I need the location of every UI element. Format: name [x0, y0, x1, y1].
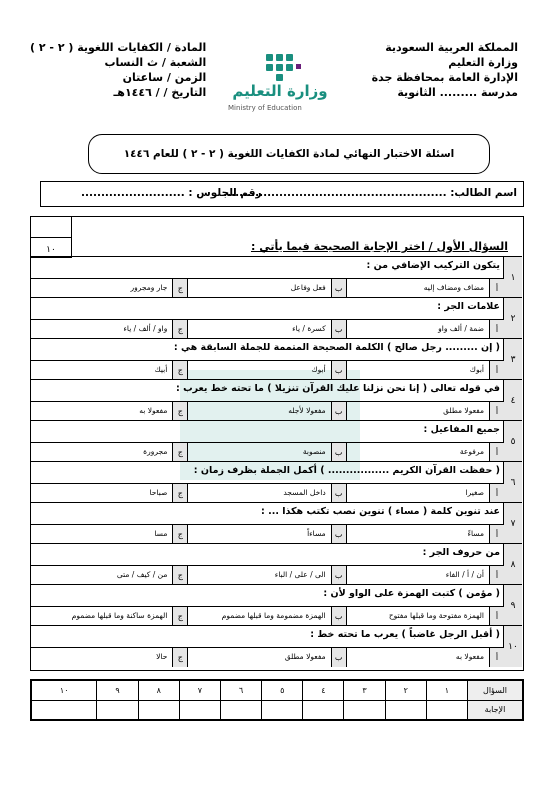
option-text: مضاف ومضاف إليه: [423, 283, 484, 292]
exam-title-text: اسئلة الاختبار النهائي لمادة الكفايات اللغوية ( ٢ - ٢ ) للعام ١٤٤٦: [123, 148, 455, 160]
option-letter: ب: [331, 484, 346, 503]
option-2[interactable]: [187, 278, 345, 298]
option-text: مفعولا لأجله: [288, 406, 326, 415]
question-number: ٢: [503, 298, 522, 339]
option-text: مرفوعة: [459, 447, 484, 456]
answer-table-number: ٧: [179, 681, 220, 701]
question-row: [30, 543, 522, 586]
option-letter: ب: [331, 607, 346, 626]
option-2[interactable]: [187, 524, 345, 544]
question-number: ٧: [503, 503, 522, 544]
question-one-title: السؤال الأول / اختر الإجابة الصحيحة فيما يأتي :: [250, 240, 508, 253]
option-letter: ج: [172, 443, 187, 462]
date-line: التاريخ / / ١٤٤٦هـ: [113, 86, 207, 99]
answer-table-number: ٩: [97, 681, 138, 701]
option-text: مسا: [154, 529, 168, 538]
student-info: [40, 181, 524, 207]
question-text: ( مؤمن ) كتبت الهمزة على الواو لأن :: [323, 588, 500, 599]
option-3[interactable]: [30, 565, 187, 585]
option-text: ضمة / ألف واو: [438, 324, 484, 333]
option-text: حالا: [156, 652, 168, 661]
answer-table-number: ٦: [220, 681, 261, 701]
option-text: فعل وفاعل: [290, 283, 326, 292]
option-letter: ب: [331, 566, 346, 585]
time-line: الزمن / ساعتان: [122, 71, 207, 84]
option-text: منصوبة: [302, 447, 326, 456]
option-text: كسرة / ياء: [292, 324, 326, 333]
option-letter: أ: [489, 525, 504, 544]
option-text: مجرورة: [143, 447, 168, 456]
question-number: ١٠: [503, 626, 522, 667]
question-options: [30, 442, 504, 462]
option-text: صباحا: [149, 488, 168, 497]
answer-table-question-row: [32, 681, 523, 701]
seat-number-field[interactable]: رقم الجلوس : ..........................: [81, 187, 262, 199]
option-text: الهمزة مضمومة وما قبلها مضموم: [221, 611, 326, 620]
answer-cell[interactable]: [179, 700, 220, 720]
answer-cell[interactable]: [426, 700, 467, 720]
option-letter: أ: [489, 279, 504, 298]
option-letter: أ: [489, 484, 504, 503]
option-text: الى / على / الباء: [274, 570, 326, 579]
answer-table-number: ١٠: [32, 681, 97, 701]
answer-table-number: ٨: [138, 681, 179, 701]
answer-table-number: ١: [426, 681, 467, 701]
option-letter: ب: [331, 402, 346, 421]
option-text: أبوك: [311, 365, 326, 374]
header-right: [372, 40, 518, 100]
question-row: [30, 338, 522, 381]
option-letter: ج: [172, 279, 187, 298]
option-text: داخل المسجد: [283, 488, 326, 497]
question-options: [30, 647, 504, 667]
option-1[interactable]: [346, 401, 504, 421]
question-text: ( حفظت القرآن الكريم ................. ) أكمل الجملة بظرف زمان :: [193, 465, 500, 476]
question-number: ٤: [503, 380, 522, 421]
question-row: [30, 584, 522, 627]
answer-table-number: ٥: [262, 681, 303, 701]
option-1[interactable]: [346, 442, 504, 462]
option-3[interactable]: [30, 278, 187, 298]
question-text: من حروف الجر :: [422, 547, 500, 558]
option-1[interactable]: [346, 524, 504, 544]
directorate-line: الإدارة العامة بمحافظة جدة: [371, 71, 518, 84]
question-text: يتكون التركيب الإضافي من :: [366, 260, 500, 271]
option-3[interactable]: [30, 483, 187, 503]
option-letter: ب: [331, 361, 346, 380]
answer-table: [30, 679, 524, 721]
question-number: ٣: [503, 339, 522, 380]
option-text: من / كيف / متى: [116, 570, 168, 579]
question-text: عند تنوين كلمة ( مساء ) تنوين نصب تكتب هكذا ... :: [261, 506, 500, 517]
question-row: [30, 625, 522, 668]
question-text: علامات الجر :: [437, 301, 500, 312]
option-letter: ج: [172, 402, 187, 421]
question-options: [30, 319, 504, 339]
question-number: ٥: [503, 421, 522, 462]
question-options: [30, 360, 504, 380]
option-text: أبوك: [469, 365, 484, 374]
option-letter: أ: [489, 402, 504, 421]
option-2[interactable]: [187, 606, 345, 626]
option-1[interactable]: [346, 565, 504, 585]
option-text: صغيرا: [465, 488, 484, 497]
option-text: مساءاً: [307, 529, 326, 538]
question-options: [30, 401, 504, 421]
option-1[interactable]: [346, 606, 504, 626]
option-text: واو / ألف / ياء: [123, 324, 168, 333]
option-2[interactable]: [187, 565, 345, 585]
question-options: [30, 278, 504, 298]
question-row: [30, 420, 522, 463]
question-text: ( إن ......... رجل صالح ) الكلمة الصحيحة المتممة للجملة السابقة هي :: [173, 342, 500, 353]
question-number: ٦: [503, 462, 522, 503]
answer-table-number: ٤: [303, 681, 344, 701]
question-number: ٨: [503, 544, 522, 585]
option-text: أبيك: [154, 365, 168, 374]
exam-title: [88, 134, 490, 174]
option-letter: ج: [172, 607, 187, 626]
answer-cell[interactable]: [97, 700, 138, 720]
answer-table-number: ٣: [344, 681, 385, 701]
school-line: مدرسة ......... الثانوية: [397, 86, 518, 99]
question-text: ( أقبل الرجل غاضباً ) يعرب ما تحته خط :: [310, 629, 500, 640]
option-1[interactable]: [346, 319, 504, 339]
option-text: جار ومجرور: [130, 283, 168, 292]
question-row: [30, 297, 522, 340]
score-box: [30, 216, 72, 258]
option-letter: ج: [172, 525, 187, 544]
option-letter: أ: [489, 648, 504, 667]
option-letter: ج: [172, 484, 187, 503]
question-number: ٩: [503, 585, 522, 626]
option-text: مفعولا به: [139, 406, 168, 415]
answer-cell[interactable]: [344, 700, 385, 720]
option-2[interactable]: [187, 360, 345, 380]
option-2[interactable]: [187, 647, 345, 667]
answer-cell[interactable]: [303, 700, 344, 720]
option-1[interactable]: [346, 483, 504, 503]
option-letter: ج: [172, 320, 187, 339]
option-letter: ب: [331, 443, 346, 462]
option-2[interactable]: [187, 401, 345, 421]
option-text: الهمزة ساكنة وما قبلها مضموم: [71, 611, 168, 620]
option-letter: أ: [489, 361, 504, 380]
option-letter: ج: [172, 648, 187, 667]
logo-arabic-text: وزارة التعليم: [232, 82, 328, 100]
answer-table-question-label: السؤال: [468, 681, 523, 701]
question-row: [30, 502, 522, 545]
option-1[interactable]: [346, 647, 504, 667]
option-letter: ب: [331, 525, 346, 544]
header-left: [30, 40, 206, 100]
option-letter: أ: [489, 566, 504, 585]
ministry-line: وزارة التعليم: [448, 56, 518, 69]
option-3[interactable]: [30, 647, 187, 667]
question-row: [30, 461, 522, 504]
option-text: الهمزة مفتوحة وما قبلها مفتوح: [388, 611, 484, 620]
option-3[interactable]: [30, 401, 187, 421]
logo-english-text: Ministry of Education: [228, 104, 302, 112]
question-number: ١: [503, 257, 522, 298]
option-2[interactable]: [187, 483, 345, 503]
question-options: [30, 606, 504, 626]
option-text: مساءً: [467, 529, 484, 538]
country-line: المملكة العربية السعودية: [385, 41, 518, 54]
question-options: [30, 524, 504, 544]
question-text: جميع المفاعيل :: [423, 424, 500, 435]
question-text: في قوله تعالى ( إنا نحن نزلنا عليك القرآن تنزيلا ) ما تحته خط يعرب :: [175, 383, 500, 394]
answer-table-answer-row: [32, 700, 523, 720]
subject-line: المادة / الكفايات اللغوية ( ٢ - ٢ ): [30, 41, 207, 54]
question-options: [30, 483, 504, 503]
ministry-logo: [220, 50, 340, 120]
option-3[interactable]: [30, 524, 187, 544]
section-line: الشعبة / ث النساب: [104, 56, 207, 69]
answer-cell[interactable]: [262, 700, 303, 720]
answer-table-number: ٢: [385, 681, 426, 701]
option-text: مفعولا مطلق: [284, 652, 326, 661]
option-letter: أ: [489, 607, 504, 626]
answer-cell[interactable]: [138, 700, 179, 720]
option-letter: ج: [172, 566, 187, 585]
option-letter: ج: [172, 361, 187, 380]
option-text: مفعولا به: [455, 652, 484, 661]
question-row: [30, 256, 522, 299]
option-1[interactable]: [346, 360, 504, 380]
score-value: ١٠: [46, 245, 56, 255]
option-1[interactable]: [346, 278, 504, 298]
option-3[interactable]: [30, 319, 187, 339]
option-3[interactable]: [30, 442, 187, 462]
option-letter: ب: [331, 648, 346, 667]
option-2[interactable]: [187, 442, 345, 462]
option-text: أن / أ / الفاء: [445, 570, 484, 579]
student-name-field[interactable]: اسم الطالب: ........................................................: [223, 187, 517, 199]
option-3[interactable]: [30, 606, 187, 626]
option-2[interactable]: [187, 319, 345, 339]
option-text: مفعولا مطلق: [443, 406, 484, 415]
answer-cell[interactable]: [220, 700, 261, 720]
option-letter: أ: [489, 320, 504, 339]
question-options: [30, 565, 504, 585]
option-letter: ب: [331, 320, 346, 339]
option-letter: ب: [331, 279, 346, 298]
answer-cell[interactable]: [32, 700, 97, 720]
answer-cell[interactable]: [385, 700, 426, 720]
option-3[interactable]: [30, 360, 187, 380]
question-row: [30, 379, 522, 422]
answer-table-answer-label: الإجابة: [468, 700, 523, 720]
option-letter: أ: [489, 443, 504, 462]
